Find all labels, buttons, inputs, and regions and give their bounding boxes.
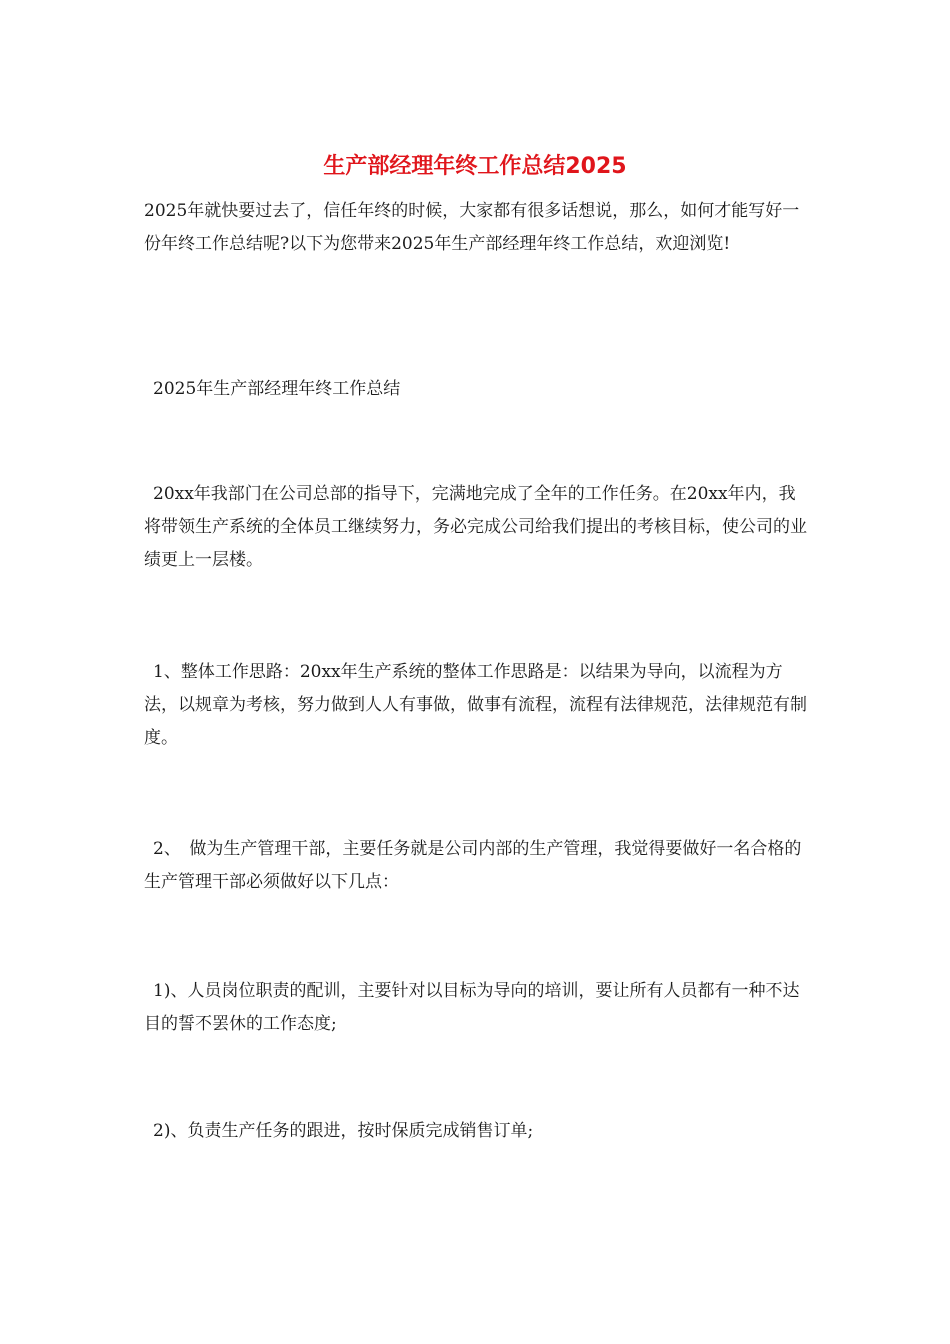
document-title: 生产部经理年终工作总结2025 <box>323 154 627 179</box>
paragraph-1: 20xx年我部门在公司总部的指导下，完满地完成了全年的工作任务。在20xx年内，我将带领生产系统的全体员工继续努力，务必完成公司给我们提出的考核目标，使公司的业绩更上一层楼。 <box>144 484 807 570</box>
subtitle-paragraph: 2025年生产部经理年终工作总结 <box>153 379 401 399</box>
intro-paragraph: 2025年就快要过去了，信任年终的时候，大家都有很多话想说，那么，如何才能写好一份年终工作总结呢?以下为您带来2025年生产部经理年终工作总结，欢迎浏览! <box>144 201 800 254</box>
list-item-2: 2、 做为生产管理干部，主要任务就是公司内部的生产管理，我觉得要做好一名合格的生产管理干部必须做好以下几点： <box>144 839 802 892</box>
sub-item-2: 2)、负责生产任务的跟进，按时保质完成销售订单; <box>153 1121 534 1141</box>
list-item-1: 1、整体工作思路：20xx年生产系统的整体工作思路是：以结果为导向，以流程为方法，以规章为考核，努力做到人人有事做，做事有流程，流程有法律规范，法律规范有制度。 <box>144 662 807 748</box>
sub-item-1: 1)、人员岗位职责的配训，主要针对以目标为导向的培训，要让所有人员都有一种不达目的誓不罢休的工作态度; <box>144 981 800 1034</box>
